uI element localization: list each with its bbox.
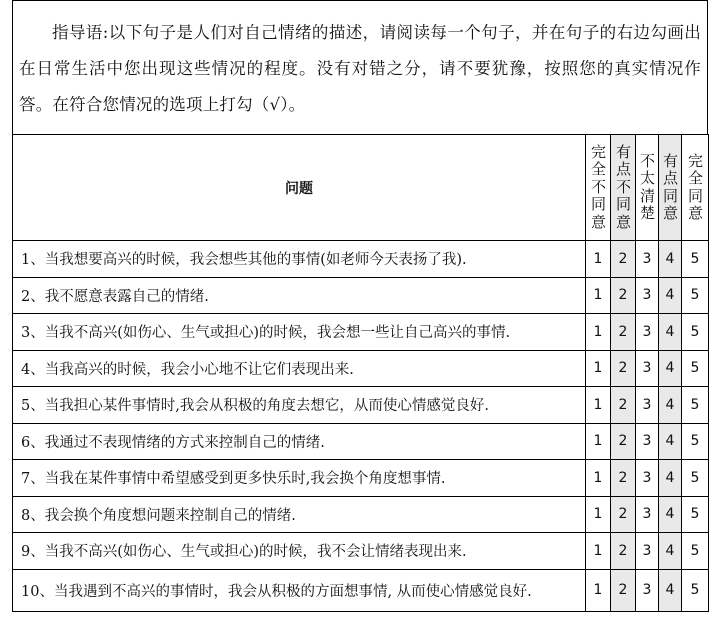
rating-option-2[interactable]: 2 [611,533,636,570]
rating-option-4[interactable]: 4 [659,277,682,314]
rating-option-5[interactable]: 5 [682,387,709,424]
rating-option-5[interactable]: 5 [682,350,709,387]
header-row [13,135,709,241]
rating-option-2[interactable]: 2 [611,277,636,314]
question-header: 问题 [13,135,586,241]
instructions-box [12,0,708,134]
table-row [13,569,709,611]
question-text: 10、当我遇到不高兴的事情时，我会从积极的方面想事情, 从而使心情感觉良好. [13,569,586,611]
rating-option-1[interactable]: 1 [586,460,611,497]
instructions-text: 指导语:以下句子是人们对自己情绪的描述，请阅读每一个句子，并在句子的右边勾画出在日常生活中您出现这些情况的程度。没有对错之分，请不要犹豫，按照您的真实情况作答。在符合您情况的选项上打勾（√）。 [19,23,701,114]
rating-option-3[interactable]: 3 [636,314,659,351]
rating-option-2[interactable]: 2 [611,460,636,497]
rating-option-3[interactable]: 3 [636,387,659,424]
question-text: 1、当我想要高兴的时候，我会想些其他的事情(如老师今天表扬了我). [13,241,586,278]
rating-option-2[interactable]: 2 [611,314,636,351]
rating-option-5[interactable]: 5 [682,277,709,314]
question-text: 2、我不愿意表露自己的情绪. [13,277,586,314]
rating-option-5[interactable]: 5 [682,533,709,570]
rating-option-3[interactable]: 3 [636,423,659,460]
rating-option-1[interactable]: 1 [586,533,611,570]
table-row [13,423,709,460]
rating-option-1[interactable]: 1 [586,387,611,424]
rating-option-3[interactable]: 3 [636,241,659,278]
questionnaire-table [12,134,709,612]
rating-option-1[interactable]: 1 [586,277,611,314]
rating-option-5[interactable]: 5 [682,314,709,351]
rating-option-3[interactable]: 3 [636,533,659,570]
table-row [13,533,709,570]
rating-option-5[interactable]: 5 [682,569,709,611]
rating-option-4[interactable]: 4 [659,496,682,533]
rating-option-4[interactable]: 4 [659,350,682,387]
rating-option-3[interactable]: 3 [636,460,659,497]
table-row [13,387,709,424]
rating-option-2[interactable]: 2 [611,241,636,278]
option-header-4: 有点同意 [659,135,682,241]
rating-option-4[interactable]: 4 [659,314,682,351]
option-header-1: 完全不同意 [586,135,611,241]
rating-option-2[interactable]: 2 [611,496,636,533]
rating-option-2[interactable]: 2 [611,569,636,611]
table-row [13,350,709,387]
question-text: 5、当我担心某件事情时,我会从积极的角度去想它，从而使心情感觉良好. [13,387,586,424]
rating-option-4[interactable]: 4 [659,241,682,278]
rating-option-2[interactable]: 2 [611,423,636,460]
rating-option-5[interactable]: 5 [682,496,709,533]
rating-option-2[interactable]: 2 [611,387,636,424]
rating-option-1[interactable]: 1 [586,314,611,351]
rating-option-1[interactable]: 1 [586,241,611,278]
option-header-5: 完全同意 [682,135,709,241]
rating-option-4[interactable]: 4 [659,533,682,570]
rating-option-5[interactable]: 5 [682,460,709,497]
rating-option-3[interactable]: 3 [636,350,659,387]
rating-option-4[interactable]: 4 [659,423,682,460]
rating-option-1[interactable]: 1 [586,350,611,387]
rating-option-3[interactable]: 3 [636,277,659,314]
table-row [13,460,709,497]
question-text: 8、我会换个角度想问题来控制自己的情绪. [13,496,586,533]
rating-option-5[interactable]: 5 [682,423,709,460]
rating-option-4[interactable]: 4 [659,387,682,424]
question-text: 4、当我高兴的时候，我会小心地不让它们表现出来. [13,350,586,387]
rating-option-1[interactable]: 1 [586,569,611,611]
question-text: 3、当我不高兴(如伤心、生气或担心)的时候，我会想一些让自己高兴的事情. [13,314,586,351]
rating-option-1[interactable]: 1 [586,496,611,533]
rating-option-3[interactable]: 3 [636,569,659,611]
table-row [13,241,709,278]
table-row [13,314,709,351]
rating-option-4[interactable]: 4 [659,569,682,611]
table-row [13,277,709,314]
option-header-2: 有点不同意 [611,135,636,241]
rating-option-5[interactable]: 5 [682,241,709,278]
rating-option-3[interactable]: 3 [636,496,659,533]
question-text: 9、当我不高兴(如伤心、生气或担心)的时候，我不会让情绪表现出来. [13,533,586,570]
table-row [13,496,709,533]
rating-option-1[interactable]: 1 [586,423,611,460]
question-text: 6、我通过不表现情绪的方式来控制自己的情绪. [13,423,586,460]
rating-option-4[interactable]: 4 [659,460,682,497]
question-text: 7、当我在某件事情中希望感受到更多快乐时,我会换个角度想事情. [13,460,586,497]
option-header-3: 不太清楚 [636,135,659,241]
rating-option-2[interactable]: 2 [611,350,636,387]
